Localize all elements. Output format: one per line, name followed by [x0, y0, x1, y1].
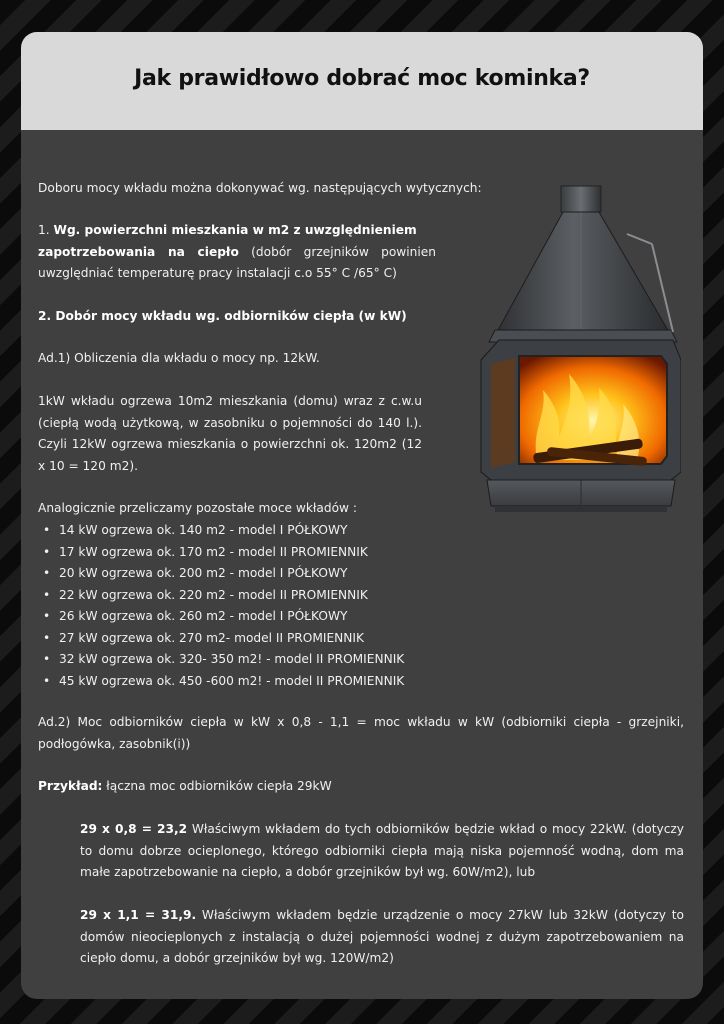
- point-1-rest-b: (dobór grzejników powinien: [238, 244, 436, 259]
- list-item: • 27 kW ogrzewa ok. 270 m2- model II PROMIENNIK: [38, 628, 458, 650]
- case-1-text: Właściwym wkładem do tych odbiorników będzie wkład o mocy 22kW. (dotyczy to domu dobrze ocieplonego, którego odbiorniki ciepła mają niska pojemność wodną, dom ma małe zapotrzebowanie na ciepło, a dobór grzejników był wg. 60W/m2), lub: [80, 822, 685, 879]
- case-2: [80, 905, 684, 970]
- ad2-text: Ad.2) Moc odbiorników ciepła w kW x 0,8 - 1,1 = moc wkładu w kW (odbiorniki ciepła - grzejniki, podłogówka, zasobnik(i)): [38, 715, 684, 751]
- example-label: Przykład:: [38, 779, 103, 793]
- case-2-text: Właściwym wkładem będzie urządzenie o mocy 27kW lub 32kW (dotyczy to domów nieocieplonych z instalacją o dużej pojemności wodnej z dużym zapotrzebowaniem na ciepło domu, a dobór grzejników był wg. 120W/m2): [80, 908, 685, 965]
- analog-text: Analogicznie przeliczamy pozostałe moce wkładów :: [38, 501, 357, 515]
- point-1-number: 1.: [38, 223, 50, 237]
- point-2: 2. Dobór mocy wkładu wg. odbiorników ciepła (w kW): [38, 309, 407, 323]
- page-title: Jak prawidłowo dobrać moc kominka?: [134, 66, 590, 91]
- point-1-bold-b: zapotrzebowania na ciepło: [38, 244, 239, 259]
- point-1-bold-a: Wg. powierzchni mieszkania w m2 z uwzględnieniem: [53, 223, 417, 237]
- list-item: • 22 kW ogrzewa ok. 220 m2 - model II PROMIENNIK: [38, 585, 458, 607]
- header-band: [21, 32, 703, 130]
- list-item: • 20 kW ogrzewa ok. 200 m2 - model I PÓŁKOWY: [38, 563, 458, 585]
- example-line: [38, 776, 638, 798]
- list-item: • 32 kW ogrzewa ok. 320- 350 m2! - model II PROMIENNIK: [38, 649, 458, 671]
- calculation-paragraph: 1kW wkładu ogrzewa 10m2 mieszkania (domu) wraz z c.w.u (ciepłą wodą użytkową, w zasobniku o pojemności do 140 l.). Czyli 12kW ogrzewa mieszkania o powierzchni ok. 120m2 (12 x 10 = 120 m2).: [38, 394, 422, 473]
- list-item: • 26 kW ogrzewa ok. 260 m2 - model I PÓŁKOWY: [38, 606, 458, 628]
- list-item: • 17 kW ogrzewa ok. 170 m2 - model II PROMIENNIK: [38, 542, 458, 564]
- case-1-formula: 29 x 0,8 = 23,2: [80, 822, 188, 836]
- case-1: [80, 819, 684, 884]
- intro-text: Doboru mocy wkładu można dokonywać wg. następujących wytycznych:: [38, 181, 482, 195]
- fireplace-image: [477, 184, 681, 514]
- point-1: [38, 220, 436, 285]
- case-2-formula: 29 x 1,1 = 31,9.: [80, 908, 197, 922]
- point-1-line-3: uwzględniać temperaturę pracy instalacji c.o 55° C /65° C): [38, 266, 397, 280]
- list-item: • 14 kW ogrzewa ok. 140 m2 - model I PÓŁKOWY: [38, 520, 458, 542]
- example-text: łączna moc odbiorników ciepła 29kW: [102, 779, 332, 793]
- content-card: [21, 32, 703, 999]
- ad1-text: Ad.1) Obliczenia dla wkładu o mocy np. 12kW.: [38, 351, 320, 365]
- power-list: [38, 520, 458, 692]
- list-item: • 45 kW ogrzewa ok. 450 -600 m2! - model II PROMIENNIK: [38, 671, 458, 693]
